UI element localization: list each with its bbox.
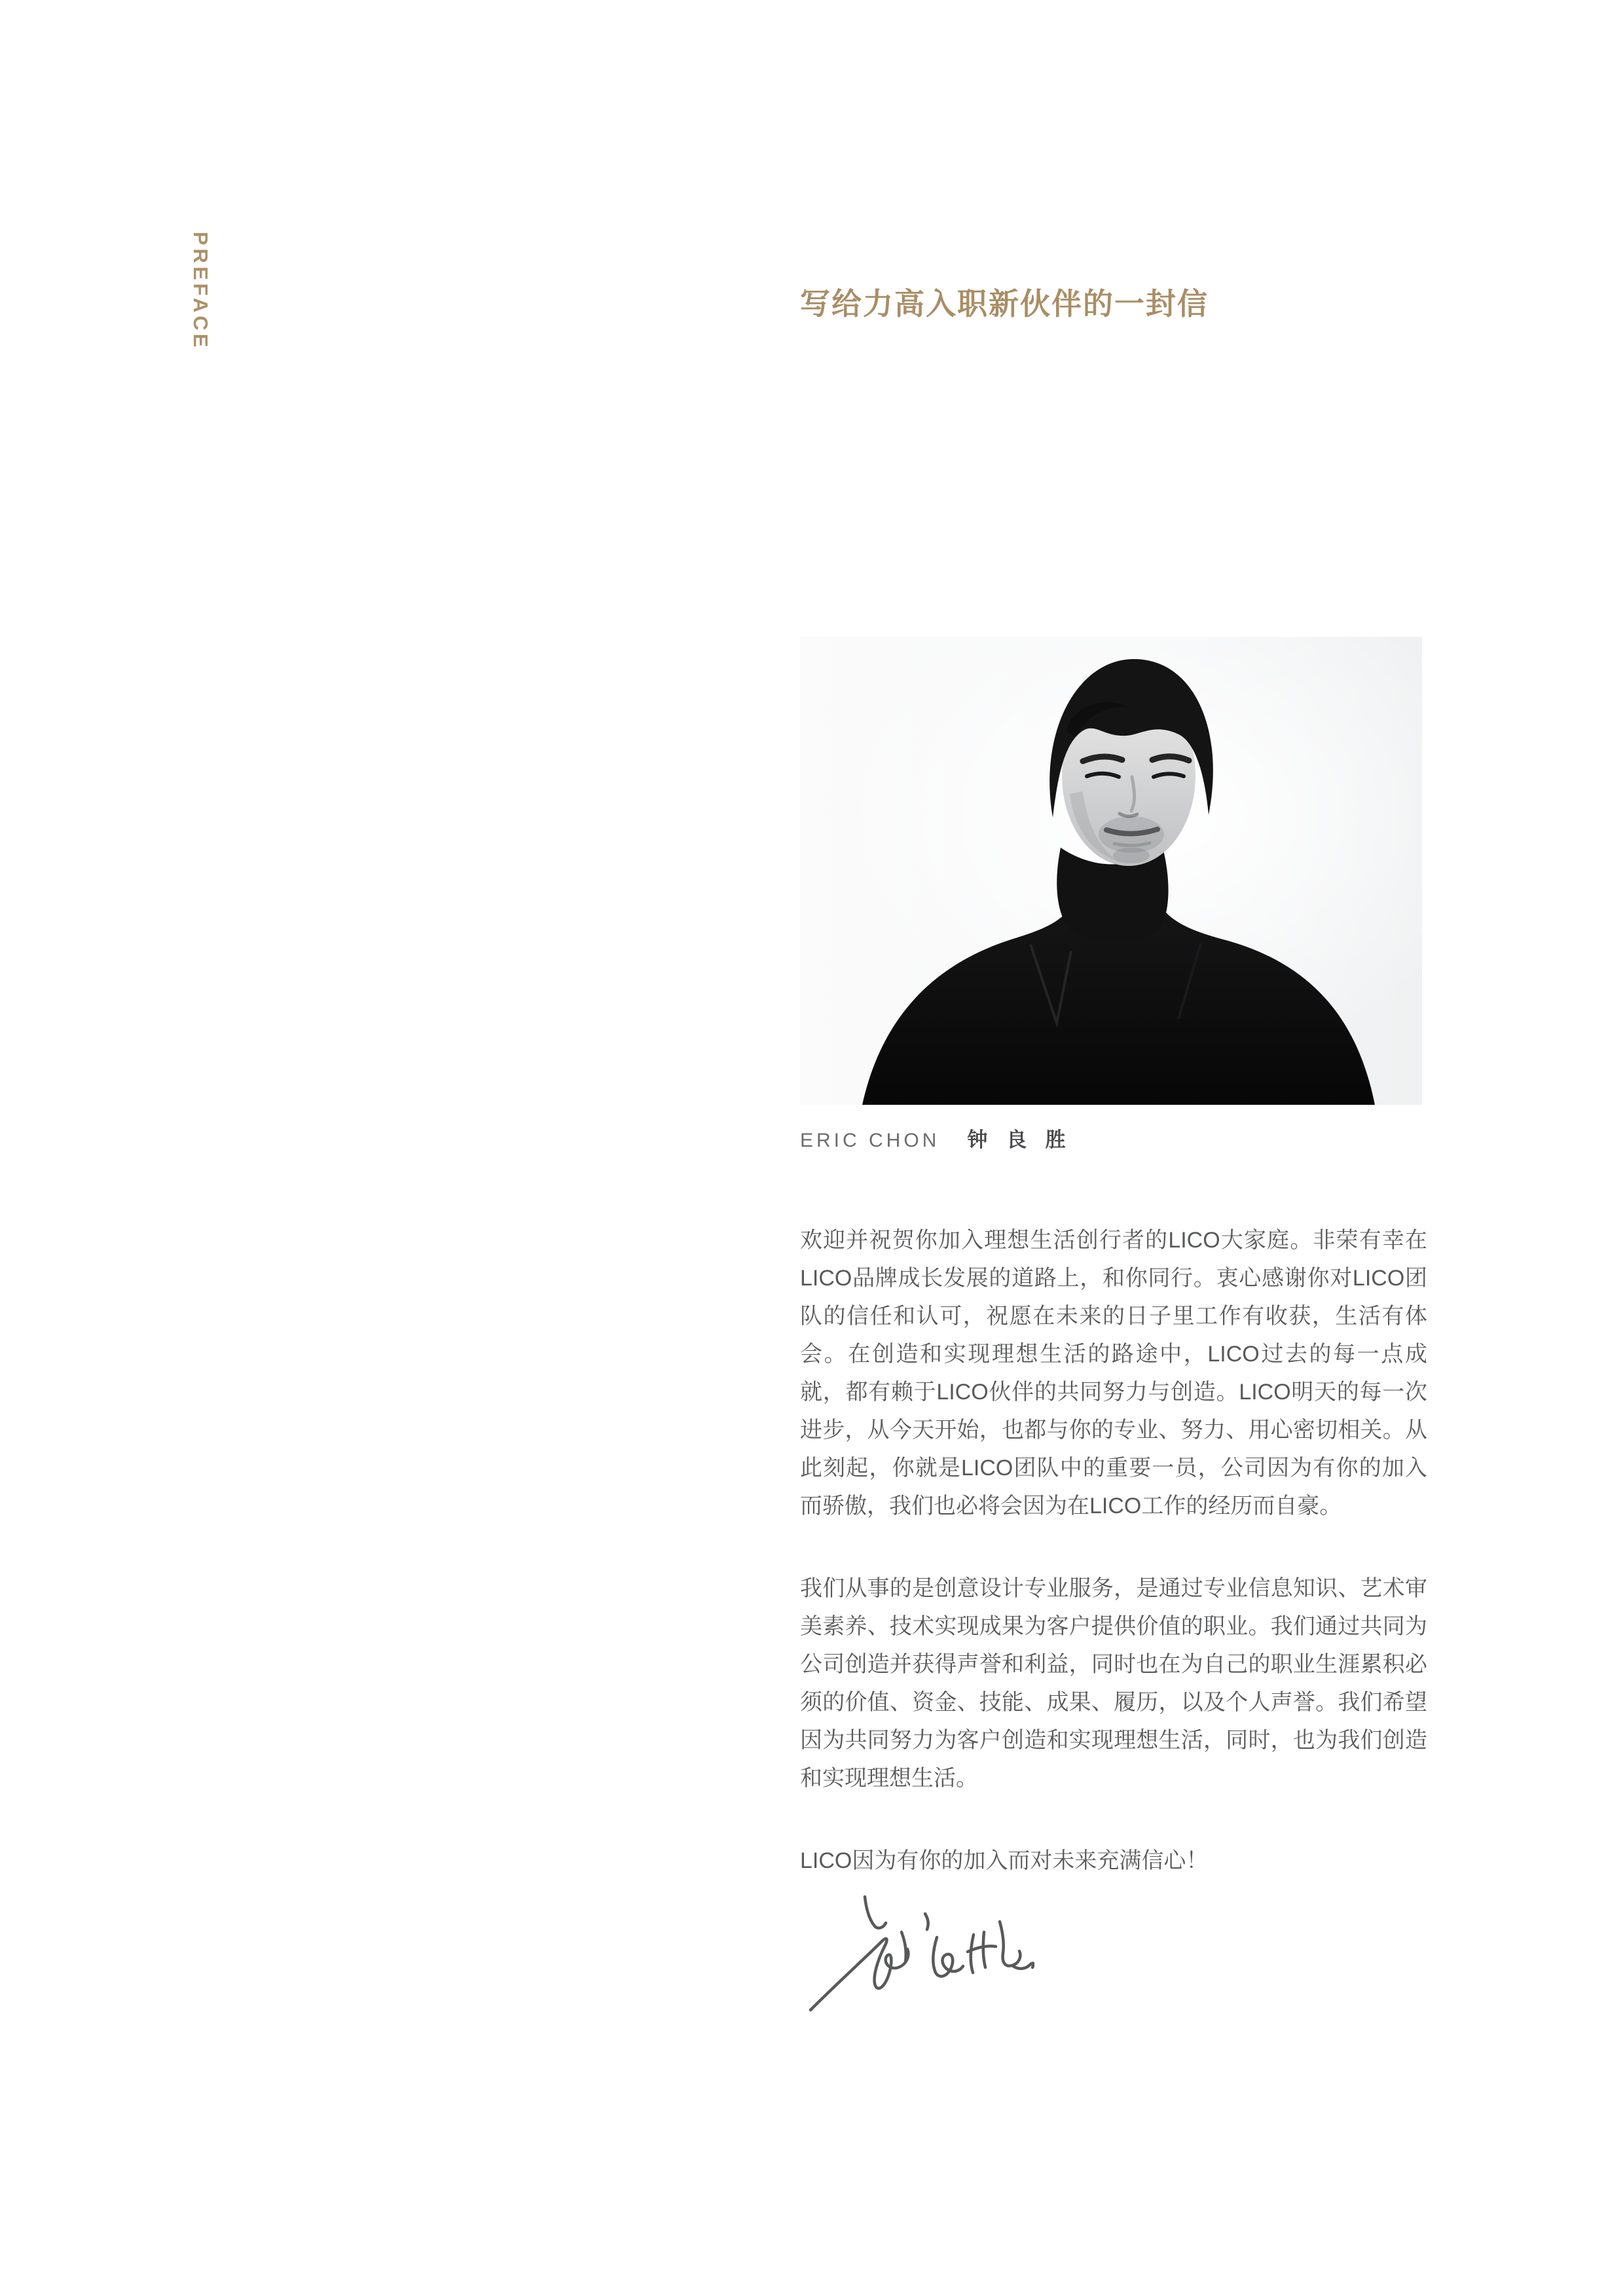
letter-body — [800, 1221, 1427, 1880]
portrait-photo — [800, 637, 1422, 1105]
signature-handwriting — [809, 1884, 1034, 2015]
preface-side-label: PREFACE — [189, 232, 212, 351]
letter-closing-line: LICO因为有你的加入而对未来充满信心！ — [800, 1848, 1209, 1873]
caption-name-cn: 钟 良 胜 — [967, 1128, 1072, 1151]
letter-paragraph-2: 我们从事的是创意设计专业服务，是通过专业信息知识、艺术审美素养、技术实现成果为客户提供价值的职业。我们通过共同为公司创造并获得声誉和利益，同时也在为自己的职业生涯累积必须的价值、资金、技能、成果、履历，以及个人声誉。我们希望因为共同努力为客户创造和实现理想生活，同时，也为我们创造和实现理想生活。 — [800, 1576, 1427, 1791]
caption-name-en: ERIC CHON — [800, 1130, 940, 1151]
page-title: 写给力高入职新伙伴的一封信 — [800, 287, 1209, 321]
letter-paragraph-1: 欢迎并祝贺你加入理想生活创行者的LICO大家庭。非荣有幸在LICO品牌成长发展的道路上，和你同行。衷心感谢你对LICO团队的信任和认可，祝愿在未来的日子里工作有收获，生活有体会。在创造和实现理想生活的路途中，LICO过去的每一点成就，都有赖于LICO伙伴的共同努力与创造。LICO明天的每一次进步，从今天开始，也都与你的专业、努力、用心密切相关。从此刻起，你就是LICO团队中的重要一员，公司因为有你的加入而骄傲，我们也必将会因为在LICO工作的经历而自豪。 — [800, 1228, 1427, 1518]
portrait-caption — [800, 1123, 1072, 1153]
portrait-illustration — [800, 637, 1422, 1105]
